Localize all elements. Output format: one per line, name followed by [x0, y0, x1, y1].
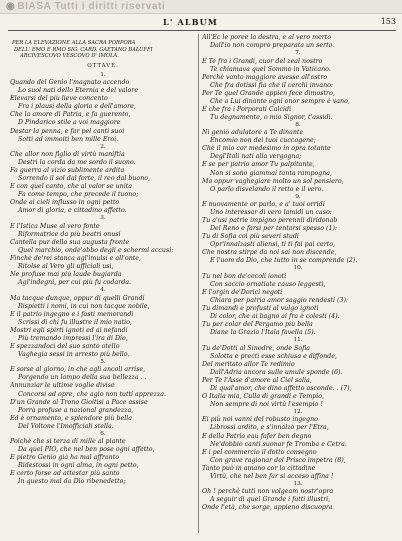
verse-line: E con quel canto, che al valor se unita: [10, 183, 133, 191]
verse-line: E nuovamente or parlo, e a' tuoi orridi: [202, 201, 325, 209]
right-column: [202, 34, 394, 537]
verse-line: Ma oppur vaghegiare molto un sol pensiero,: [202, 177, 344, 185]
verse-line: Elevarsi del più lieve concento: [10, 95, 108, 103]
verse-line: Del meritato allor Te redimio: [202, 360, 295, 368]
stanza-number: 3.: [100, 215, 106, 222]
verse-line: In questo mal da Dio ribenedetto;: [18, 478, 126, 486]
verse-line: Di qual'amor, che dino affetto asconde. . (7),: [210, 384, 352, 392]
stanza-number: 1.: [100, 71, 106, 78]
stanza: [202, 194, 394, 266]
verse-line: Mostri egli spirti ignoti ed ai nefandi: [10, 326, 128, 334]
verse-line: Ridestossi in ogni alma, in ogni petto,: [18, 462, 139, 470]
stanza-number: 13.: [293, 480, 303, 487]
verse-line: E pietro Genio già ha mal affranto: [10, 454, 120, 462]
stanza: [10, 72, 196, 144]
verse-line: Tu degnamente, o mio Signor, t'assidi.: [210, 113, 333, 121]
verse-line: Che nostra stirpe da noi sai non discende,: [202, 249, 337, 257]
verse-line: D Pindarico stile a voi maggiore: [18, 119, 121, 127]
verse-line: Fa guerra al vizio sublimente ardita: [10, 167, 125, 175]
verse-line: E l'Istica Muse al vero fonte: [10, 222, 100, 230]
verse-line: Uno interessar di vero lamidi un caso:: [210, 209, 332, 217]
verse-line: All'Ec le poree la destra, e al vero merto: [202, 34, 332, 41]
verse-line: Solotta e precti esse schiusa e diffonde,: [210, 352, 337, 360]
verse-line: E certo forse ad attestar più santo: [10, 470, 120, 478]
stanza: [202, 409, 394, 481]
verse-line: Più tremando impressi l'ira di Dio,: [18, 334, 128, 342]
stanza: [202, 34, 394, 50]
meter-label: OTTAVE.: [87, 62, 119, 69]
page-number: 153: [380, 17, 396, 26]
dedication-heading: [12, 40, 196, 60]
stanza-number: 7.: [295, 50, 301, 57]
verse-line: Chiara per patria amor saggio rendesti (3):: [210, 296, 349, 304]
stanza-number: 12.: [293, 409, 303, 415]
verse-line: E che fra i Porporati Calcidi: [202, 105, 292, 113]
verse-line: Che fra dotissi fia che il cerchi invano:: [210, 81, 334, 89]
left-stanzas: [10, 72, 196, 487]
verse-line: Librossi ardito, e s'innalzò per l'Etra,: [210, 424, 329, 432]
verse-line: Non sempre di noi virtù l'esempio !: [210, 400, 323, 408]
dedication-line: PER LA ELEVAZIONE ALLA SACRA PORPORA: [12, 40, 136, 46]
verse-line: Perchè vanto maggiore avesse all'ostro: [202, 73, 328, 81]
verse-line: Dall'Adria ancora sulle umule sponde (6).: [210, 368, 343, 376]
verse-line: Tu dimandi e profusti al vulgo ignoti: [202, 305, 319, 313]
verse-line: E sorse al giorno, in che agli ancoli arrise,: [10, 366, 146, 374]
stanza-number: 5.: [100, 358, 106, 365]
verse-line: Scrissi di chi fu illustre il mio natio,: [18, 318, 132, 326]
library-logo-icon: ◉: [6, 1, 16, 12]
verse-line: Destar la penna, e far pel canti suoi: [10, 127, 125, 135]
verse-line: Ni genio adulatore a Te dinante: [202, 129, 304, 137]
verse-line: E l'uom da Dio, che tutto in se comprende (2).: [210, 257, 358, 265]
verse-line: Ne profuse mai più laude bugiarda: [10, 271, 122, 279]
stanza-number: 8.: [295, 121, 301, 128]
verse-line: Fra i plausi della gloria e dell'amore,: [18, 103, 136, 111]
watermark-text: BIASA Tutti i diritti riservati: [17, 1, 166, 12]
left-column: [10, 34, 196, 537]
verse-line: Che a Lui dinante ogni onor sempre è vano,: [210, 97, 350, 105]
verse-line: Annunziar le ultime voglie divise: [10, 382, 115, 390]
verse-line: Lo suol nati dello Eternia e del valore: [18, 87, 139, 95]
verse-line: Poichè che si terza di mille al piante: [10, 438, 126, 446]
right-stanzas: [202, 34, 394, 512]
stanza-number: 10.: [293, 265, 303, 272]
verse-line: E l'orgin de'Dorici negoti: [202, 288, 283, 296]
verse-line: Con saccio ornatiate causo leggesti,: [210, 280, 326, 288]
dedication-line: ARCIVESCOVO VESCOVO D' IMOLA.: [20, 53, 119, 60]
verse-line: Tu per colar del Pergamo più bella: [202, 321, 313, 329]
verse-line: E Te fra i Grandi, cuor del zeal nostro: [202, 57, 323, 65]
stanza: [10, 287, 196, 359]
verse-line: Non si sono giammai tanta rampogna,: [210, 169, 333, 177]
verse-line: Ei più noi vanni del robusto ingegno: [202, 416, 318, 424]
verse-line: Di color, che ai bagno ai fra è colesti (4).: [210, 313, 340, 321]
verse-line: Ma tacque dunque, oppur di quelli Grandi: [10, 294, 145, 302]
verse-line: Virtù, che nel ben far si acceso affina !: [210, 472, 334, 480]
stanza: [10, 144, 196, 216]
stanza: [10, 431, 196, 487]
stanza-number: 9.: [295, 193, 301, 200]
verse-line: Tu a'usi patrie impigno perennii diridonab: [202, 217, 338, 225]
verse-line: Che la amore di Patria, e fa guerento,: [10, 111, 131, 119]
verse-line: Dall'io non compro preparata un serto.: [210, 42, 335, 50]
verse-line: Tu de'Dotti al Sinodre, onde Sofia: [202, 344, 311, 352]
stanza: [10, 359, 196, 431]
verse-line: Opr'innalzasti aliensi, ti ti fai pai certo,: [210, 241, 336, 249]
verse-line: A seguir di quel Grande i fatti illustri,: [210, 496, 331, 504]
verse-line: Del Voltone l'Imofficiali stella.: [18, 422, 114, 430]
stanza-number: 6.: [100, 430, 106, 437]
verse-line: Ritolse al Vero gli ufficiali usi,: [18, 263, 114, 271]
verse-line: E della Patria eau fafer ben degno: [202, 432, 312, 440]
stanza: [202, 122, 394, 194]
verse-line: Ne'dobbio canti suonar fe Tromba e Cetra.: [210, 440, 347, 448]
verse-line: Ed è ornamento, e splendore più bella: [10, 414, 133, 422]
verse-line: Porrà profuse a nazional grandezza,: [18, 406, 134, 414]
verse-line: Sotti ad immoiti ben mille Eroi.: [18, 135, 119, 143]
stanza: [202, 50, 394, 122]
verse-line: Quando del Genio l'magnato accendo: [10, 79, 130, 87]
verse-line: O Italia mia, Culla di grandi e Tempio,: [202, 392, 325, 400]
verse-line: Destri la corda da me sordo il suono.: [18, 159, 136, 167]
stanza-number: 4.: [100, 287, 106, 294]
verse-line: E i pel commercio il dotto consegno: [202, 448, 317, 456]
verse-line: Onde ai cieli influsso in ogni petto: [10, 199, 120, 207]
verse-line: Amor di gloria, e cittadino affetto.: [18, 207, 127, 215]
verse-line: Per Te quel Grande appien fece dimostro,: [202, 89, 335, 97]
stanza: [202, 481, 394, 513]
verse-line: Vaghegia sessi in arresto più bello.: [18, 350, 130, 358]
verse-line: Tu di Sofia coi più severi studi: [202, 233, 299, 241]
verse-line: Onde l'età, che sorge, appieno discuopra: [202, 504, 333, 512]
verse-line: E spezzandoci del suo santo otello: [10, 342, 120, 350]
verse-line: Encomio non dei tuoi cuccogene;: [210, 137, 316, 145]
verse-line: Concorsi ad opre, che agio non tutti apprezza.: [18, 390, 166, 398]
dedication-line: DELL' EMO E RMO SIG. CARD. GAETANO BALUFFI: [14, 46, 153, 53]
stanza: [10, 215, 196, 287]
verse-line: Quel marchio, onde'abbo degli e schermi accusi:: [18, 246, 174, 254]
verse-line: Per Te l'Asse d'amore al Ciel salia,: [202, 376, 312, 384]
watermark-banner: [0, 0, 402, 14]
verse-line: Fa come tempo, che precede il tuono;: [18, 191, 139, 199]
verse-line: Tanto può in amano cor la cittadine: [202, 464, 316, 472]
verse-line: Agl'indegni, per cui più fu codarda.: [18, 279, 132, 287]
page-header: [8, 16, 396, 31]
verse-line: Riformatrice da più beatri onusi: [18, 230, 121, 238]
verse-line: Rispietti i nomi, in cui non tacque nobile,: [18, 302, 150, 310]
verse-line: Da quel PIO, che nel ben pose ogni affetto,: [18, 446, 155, 454]
verse-line: E il patrio ingegno e i fasti memorandi: [10, 310, 134, 318]
verse-line: Te chiamava quel Sommo in Vaticano.: [210, 65, 331, 73]
verse-line: Finchè de'rei stanca agl'imulsi e all'onte,: [10, 254, 142, 262]
verse-line: Con grave ragionar del Prisco impetra (8),: [210, 456, 346, 464]
stanza-number: 2.: [100, 143, 106, 150]
page-title: L' ALBUM: [163, 17, 218, 27]
stanza-number: 11.: [293, 337, 303, 344]
verse-line: Cantella pur della sua augusta fronte: [10, 238, 130, 246]
verse-line: Che allor non figlio di virtù maniftia: [10, 151, 125, 159]
verse-line: D'un Grande al Trono Gioitisi a Pace assise: [10, 398, 148, 406]
verse-line: Degl'Itali nati alla vergogna;: [210, 153, 302, 161]
verse-line: Oh ! perchè tutti non volgeam nostr'opra: [202, 488, 334, 496]
stanza: [202, 265, 394, 337]
verse-line: E se per patrio amor Tu palpitante,: [202, 161, 315, 169]
verse-line: O parlo disvelando il retto e il vero.: [210, 185, 324, 193]
verse-line: Porgendo un lampo della sua bellezza . .: [18, 374, 147, 382]
verse-line: Chè il mio cor medesimo in opra totante: [202, 145, 331, 153]
verse-line: Diane la Grazia l'Itala favella (5).: [210, 329, 316, 337]
verse-line: Del Reno e farsi per tentarsi spesso (1):: [210, 225, 338, 233]
stanza: [202, 337, 394, 409]
column-divider: [198, 34, 199, 533]
verse-line: Sorrendo il sol dal forte, il reo dal buono,: [18, 175, 151, 183]
verse-line: Tu nel bon de'cecoli ionoti: [202, 272, 287, 280]
